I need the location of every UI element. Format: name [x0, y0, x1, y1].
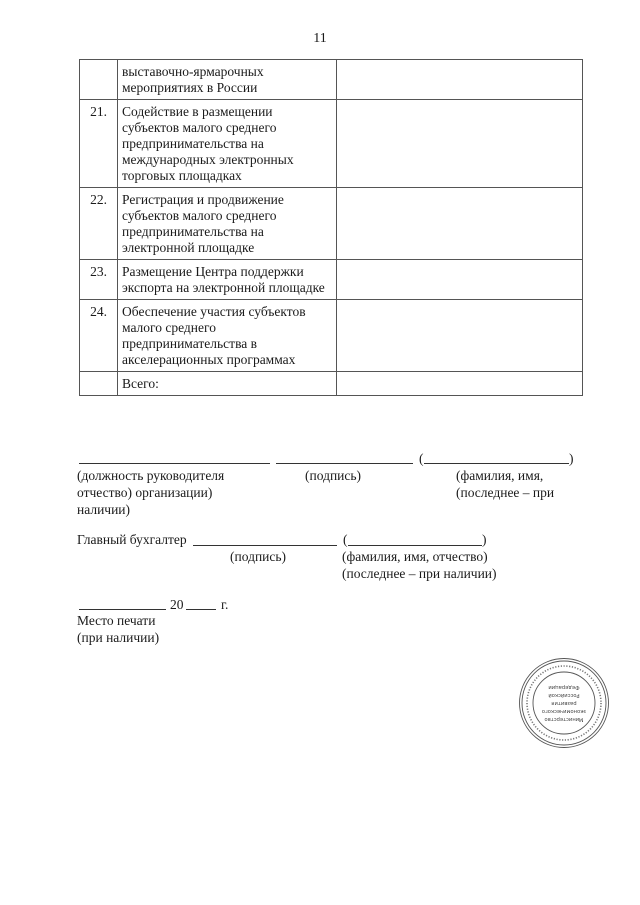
accountant-signature-caption: (подпись): [230, 549, 287, 564]
position-caption-line-1: (должность руководителя: [77, 468, 225, 483]
service-name-cell: [118, 372, 337, 396]
service-name-cell: [118, 188, 337, 260]
table-row: [80, 188, 583, 260]
signature-line[interactable]: [276, 463, 413, 464]
name-close-paren: ): [569, 451, 574, 466]
service-name-cell: [118, 300, 337, 372]
date-year-suffix: г.: [221, 597, 229, 612]
table-row: [80, 372, 583, 396]
name-open-paren: (: [419, 451, 424, 466]
service-name-cell: [118, 60, 337, 100]
service-name-line: предпринимательства на: [122, 136, 264, 151]
date-day-month-line[interactable]: [79, 609, 166, 610]
service-name-line: акселерационных программах: [122, 352, 296, 367]
service-name-line: мероприятиях в России: [122, 80, 258, 95]
service-name-line: электронной площадке: [122, 240, 255, 255]
service-name-line: торговых площадках: [122, 168, 242, 183]
position-caption-line-3: наличии): [77, 502, 131, 517]
service-name-line: субъектов малого среднего: [122, 120, 277, 135]
value-cell[interactable]: [337, 300, 583, 372]
value-cell[interactable]: [337, 100, 583, 188]
accountant-name-caption-line-2: (последнее – при наличии): [342, 566, 497, 581]
accountant-label: Главный бухгалтер: [77, 532, 187, 547]
service-name-line: экспорта на электронной площадке: [122, 280, 325, 295]
position-caption-line-2: отчество) организации): [77, 485, 213, 500]
seal-line-1: Министерство: [544, 716, 584, 722]
accountant-close-paren: ): [482, 532, 487, 547]
accountant-name-line[interactable]: [348, 545, 482, 546]
value-cell[interactable]: [337, 260, 583, 300]
name-line[interactable]: [424, 463, 569, 464]
value-cell[interactable]: [337, 188, 583, 260]
service-name-line: международных электронных: [122, 152, 294, 167]
signature-caption: (подпись): [305, 468, 362, 483]
service-name-line: Обеспечение участия субъектов: [122, 304, 306, 319]
seal-line-2: экономического: [541, 708, 587, 714]
accountant-open-paren: (: [343, 532, 348, 547]
position-line[interactable]: [79, 463, 270, 464]
date-year-prefix: 20: [170, 597, 184, 612]
date-year-line[interactable]: [186, 609, 216, 610]
row-number-cell: [80, 372, 118, 396]
service-name-line: Размещение Центра поддержки: [122, 264, 304, 279]
row-number-cell: 24.: [80, 300, 118, 372]
row-number-cell: 21.: [80, 100, 118, 188]
page-number: 11: [313, 31, 327, 46]
service-name-line: предпринимательства на: [122, 224, 264, 239]
name-caption-line-2: (последнее – при: [456, 485, 555, 500]
stamp-place-label: Место печати: [77, 613, 156, 628]
service-name-line: субъектов малого среднего: [122, 208, 277, 223]
service-name-line: выставочно-ярмарочных: [122, 64, 264, 79]
row-number-cell: 23.: [80, 260, 118, 300]
official-seal: [518, 657, 610, 749]
seal-line-3: развития: [551, 700, 577, 706]
services-table: [79, 59, 583, 396]
value-cell[interactable]: [337, 60, 583, 100]
name-caption-line-1: (фамилия, имя,: [456, 468, 544, 483]
service-name-cell: [118, 100, 337, 188]
service-name-line: Всего:: [122, 376, 159, 391]
service-name-line: предпринимательства в: [122, 336, 258, 351]
value-cell[interactable]: [337, 372, 583, 396]
seal-line-5: Федерации: [548, 684, 580, 690]
table-row: [80, 100, 583, 188]
service-name-line: Содействие в размещении: [122, 104, 273, 119]
accountant-name-caption-line-1: (фамилия, имя, отчество): [342, 549, 488, 564]
table-row: [80, 300, 583, 372]
table-row: [80, 60, 583, 100]
accountant-signature-line[interactable]: [193, 545, 337, 546]
seal-line-4: Российской: [548, 692, 580, 698]
stamp-place-note: (при наличии): [77, 630, 160, 645]
row-number-cell: [80, 60, 118, 100]
service-name-line: Регистрация и продвижение: [122, 192, 284, 207]
service-name-cell: [118, 260, 337, 300]
table-row: [80, 260, 583, 300]
service-name-line: малого среднего: [122, 320, 216, 335]
row-number-cell: 22.: [80, 188, 118, 260]
